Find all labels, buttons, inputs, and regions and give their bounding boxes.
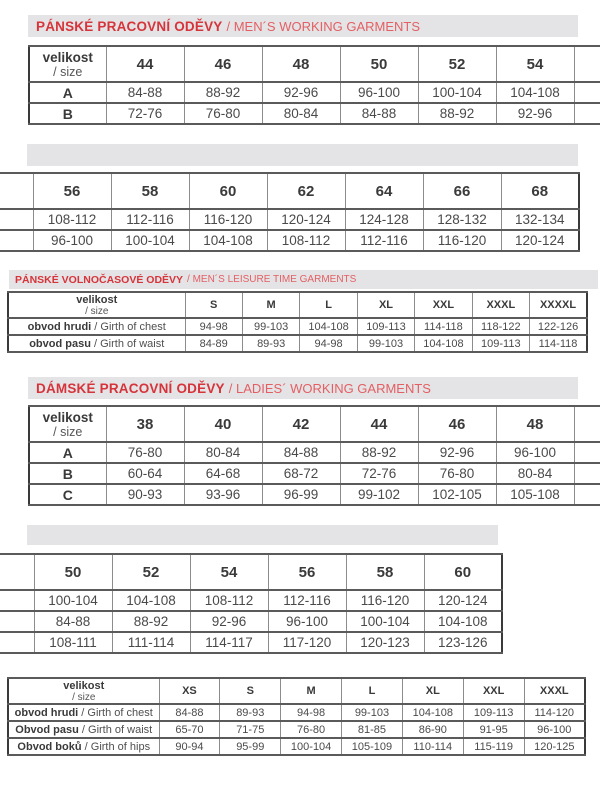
value-cell: 105-109 [342,738,403,755]
row-label-cell: A [29,82,106,103]
value-cell: 84-88 [106,82,184,103]
table-row [8,704,585,721]
table-row [0,611,502,632]
value-cell: 76-80 [281,721,342,738]
measure-label-cz: Obvod boků [17,740,82,753]
value-cell: 115-119 [463,738,524,755]
value-cell: 89-93 [220,704,281,721]
row-label-cell: B [29,463,106,484]
value-cell: 80-84 [184,442,262,463]
clipped-cell [574,484,600,505]
value-cell: 114-120 [524,704,585,721]
ladies-working-sizes-table-2 [0,553,503,654]
clipped-header-cell [0,554,34,590]
table-row [8,335,587,352]
value-cell: 80-84 [496,463,574,484]
value-cell: 104-108 [496,82,574,103]
size-header-cell: 68 [501,173,579,209]
clipped-cell [574,463,600,484]
value-cell: 94-98 [281,704,342,721]
size-header-cell: S [185,292,242,318]
size-header-cell: 46 [184,46,262,82]
table-header-row [0,173,579,209]
table-header-row [0,554,502,590]
value-cell: 96-99 [262,484,340,505]
size-header-cell: 62 [267,173,345,209]
value-cell: 114-117 [190,632,268,653]
value-cell: 76-80 [106,442,184,463]
size-header-cell: S [220,678,281,704]
size-header-cell: M [281,678,342,704]
table-header-row [8,292,587,318]
measure-label-cell [8,721,159,738]
value-cell: 96-100 [340,82,418,103]
size-header-cell: XXXL [472,292,529,318]
value-cell: 117-120 [268,632,346,653]
value-cell: 100-104 [346,611,424,632]
measure-label-cz: obvod hrudi [27,320,92,333]
table-row [29,103,600,124]
value-cell: 65-70 [159,721,220,738]
value-cell: 99-103 [242,318,299,335]
clipped-cell [574,82,600,103]
value-cell: 108-111 [34,632,112,653]
value-cell: 120-123 [346,632,424,653]
table-row [29,82,600,103]
measure-label-cell [8,335,185,352]
table-row [29,442,600,463]
size-header-cell: XXXXL [530,292,587,318]
value-cell: 112-116 [268,590,346,611]
size-header-cell: XXL [415,292,472,318]
measure-label-en: / Girth of chest [78,706,153,719]
corner-cell [8,292,185,318]
clipped-header-cell [574,406,600,442]
corner-label-en: / size [53,424,83,439]
value-cell: 72-76 [340,463,418,484]
value-cell: 84-89 [185,335,242,352]
table-row [0,209,579,230]
size-header-cell: 42 [262,406,340,442]
value-cell: 76-80 [184,103,262,124]
value-cell: 116-120 [346,590,424,611]
value-cell: 104-108 [415,335,472,352]
value-cell: 93-96 [184,484,262,505]
table-row [0,590,502,611]
size-header-cell: XL [402,678,463,704]
value-cell: 100-104 [281,738,342,755]
value-cell: 99-103 [357,335,414,352]
clipped-header-cell [0,173,33,209]
value-cell: 88-92 [184,82,262,103]
value-cell: 89-93 [242,335,299,352]
corner-label-cz: velikost [42,409,93,425]
size-header-cell: 48 [262,46,340,82]
corner-label-cz: velikost [42,49,93,65]
row-label-cell: B [29,103,106,124]
value-cell: 86-90 [402,721,463,738]
size-header-cell: 52 [418,46,496,82]
value-cell: 128-132 [423,209,501,230]
size-header-cell: 58 [346,554,424,590]
value-cell: 94-98 [185,318,242,335]
value-cell: 84-88 [340,103,418,124]
measure-label-en: / Girth of chest [91,320,166,333]
size-header-cell: L [342,678,403,704]
size-header-cell: XXXL [524,678,585,704]
value-cell: 72-76 [106,103,184,124]
value-cell: 104-108 [424,611,502,632]
value-cell: 94-98 [300,335,357,352]
size-header-cell: 54 [190,554,268,590]
measure-label-en: / Girth of waist [90,337,165,350]
value-cell: 96-100 [268,611,346,632]
corner-label-en: / size [72,691,96,703]
size-header-cell: L [300,292,357,318]
value-cell: 120-124 [424,590,502,611]
clipped-cell [0,632,34,653]
measure-label-cell [8,318,185,335]
size-header-cell: 58 [111,173,189,209]
size-header-cell: 38 [106,406,184,442]
size-header-cell: 52 [112,554,190,590]
value-cell: 71-75 [220,721,281,738]
value-cell: 124-128 [345,209,423,230]
size-header-cell: 40 [184,406,262,442]
value-cell: 109-113 [357,318,414,335]
value-cell: 84-88 [262,442,340,463]
value-cell: 116-120 [189,209,267,230]
clipped-cell [0,611,34,632]
value-cell: 120-124 [267,209,345,230]
section-title-czech: PÁNSKÉ VOLNOČASOVÉ ODĚVY [15,273,184,286]
size-header-cell: 54 [496,46,574,82]
measure-label-cell [8,704,159,721]
value-cell: 88-92 [418,103,496,124]
ladies-measurements-table [7,677,586,756]
table-row [8,738,585,755]
section-divider-bar [27,144,578,166]
size-header-cell: 66 [423,173,501,209]
value-cell: 108-112 [33,209,111,230]
size-header-cell: XL [357,292,414,318]
measure-label-cz: obvod hrudi [14,706,79,719]
table-row [29,463,600,484]
table-header-row [8,678,585,704]
clipped-header-cell [574,46,600,82]
clipped-cell [574,442,600,463]
value-cell: 105-108 [496,484,574,505]
value-cell: 120-124 [501,230,579,251]
value-cell: 68-72 [262,463,340,484]
corner-label-en: / size [53,64,83,79]
value-cell: 100-104 [111,230,189,251]
ladies-working-sizes-table-1 [28,405,600,506]
size-header-cell: 44 [106,46,184,82]
value-cell: 112-116 [345,230,423,251]
value-cell: 118-122 [472,318,529,335]
size-header-cell: 56 [268,554,346,590]
measure-label-cz: Obvod pasu [15,723,79,736]
section-title-czech: DÁMSKÉ PRACOVNÍ ODĚVY [36,380,225,396]
corner-cell [29,46,106,82]
value-cell: 95-99 [220,738,281,755]
value-cell: 116-120 [423,230,501,251]
table-header-row [29,46,600,82]
corner-cell [8,678,159,704]
size-header-cell: M [242,292,299,318]
value-cell: 120-125 [524,738,585,755]
value-cell: 90-94 [159,738,220,755]
size-header-cell: 60 [424,554,502,590]
size-header-cell: XS [159,678,220,704]
size-header-cell: 50 [340,46,418,82]
men-working-sizes-table-2 [0,172,580,252]
value-cell: 90-93 [106,484,184,505]
table-row [8,721,585,738]
value-cell: 96-100 [524,721,585,738]
table-row [8,318,587,335]
corner-label-en: / size [85,305,109,317]
value-cell: 84-88 [159,704,220,721]
value-cell: 109-113 [463,704,524,721]
value-cell: 60-64 [106,463,184,484]
men-working-sizes-table-1 [28,45,600,125]
table-row [0,230,579,251]
measure-label-cz: obvod pasu [29,337,91,350]
clipped-cell [0,209,33,230]
section-title-english: / LADIES´ WORKING GARMENTS [228,380,431,396]
measure-label-en: / Girth of waist [78,723,153,736]
value-cell: 109-113 [472,335,529,352]
section-title-english: / MEN´S LEISURE TIME GARMENTS [187,274,357,285]
clipped-cell [0,230,33,251]
value-cell: 92-96 [190,611,268,632]
value-cell: 88-92 [340,442,418,463]
value-cell: 64-68 [184,463,262,484]
value-cell: 108-112 [190,590,268,611]
value-cell: 112-116 [111,209,189,230]
section-title-czech: PÁNSKÉ PRACOVNÍ ODĚVY [36,18,223,34]
section-title-men-working [28,15,578,37]
value-cell: 114-118 [415,318,472,335]
size-header-cell: 50 [34,554,112,590]
corner-label-cz: velikost [76,293,118,306]
men-leisure-sizes-table [7,291,588,353]
value-cell: 100-104 [34,590,112,611]
measure-label-en: / Girth of hips [81,740,151,753]
value-cell: 92-96 [418,442,496,463]
size-header-cell: 64 [345,173,423,209]
table-row [0,632,502,653]
size-header-cell: 48 [496,406,574,442]
section-title-men-leisure [9,270,598,289]
table-row [29,484,600,505]
value-cell: 84-88 [34,611,112,632]
value-cell: 76-80 [418,463,496,484]
section-title-ladies-working [28,377,578,399]
value-cell: 80-84 [262,103,340,124]
clipped-cell [0,590,34,611]
size-header-cell: 56 [33,173,111,209]
value-cell: 99-103 [342,704,403,721]
size-header-cell: XXL [463,678,524,704]
corner-label-cz: velikost [63,679,105,692]
value-cell: 92-96 [262,82,340,103]
value-cell: 132-134 [501,209,579,230]
value-cell: 114-118 [530,335,587,352]
value-cell: 104-108 [300,318,357,335]
table-header-row [29,406,600,442]
value-cell: 81-85 [342,721,403,738]
corner-cell [29,406,106,442]
value-cell: 92-96 [496,103,574,124]
size-header-cell: 46 [418,406,496,442]
value-cell: 102-105 [418,484,496,505]
measure-label-cell [8,738,159,755]
value-cell: 104-108 [402,704,463,721]
value-cell: 104-108 [189,230,267,251]
value-cell: 104-108 [112,590,190,611]
value-cell: 111-114 [112,632,190,653]
size-header-cell: 44 [340,406,418,442]
value-cell: 110-114 [402,738,463,755]
row-label-cell: A [29,442,106,463]
clipped-cell [574,103,600,124]
value-cell: 108-112 [267,230,345,251]
size-header-cell: 60 [189,173,267,209]
value-cell: 96-100 [33,230,111,251]
value-cell: 88-92 [112,611,190,632]
value-cell: 99-102 [340,484,418,505]
value-cell: 122-126 [530,318,587,335]
value-cell: 91-95 [463,721,524,738]
section-title-english: / MEN´S WORKING GARMENTS [226,18,421,34]
value-cell: 123-126 [424,632,502,653]
value-cell: 96-100 [496,442,574,463]
row-label-cell: C [29,484,106,505]
section-divider-bar [27,525,498,545]
value-cell: 100-104 [418,82,496,103]
